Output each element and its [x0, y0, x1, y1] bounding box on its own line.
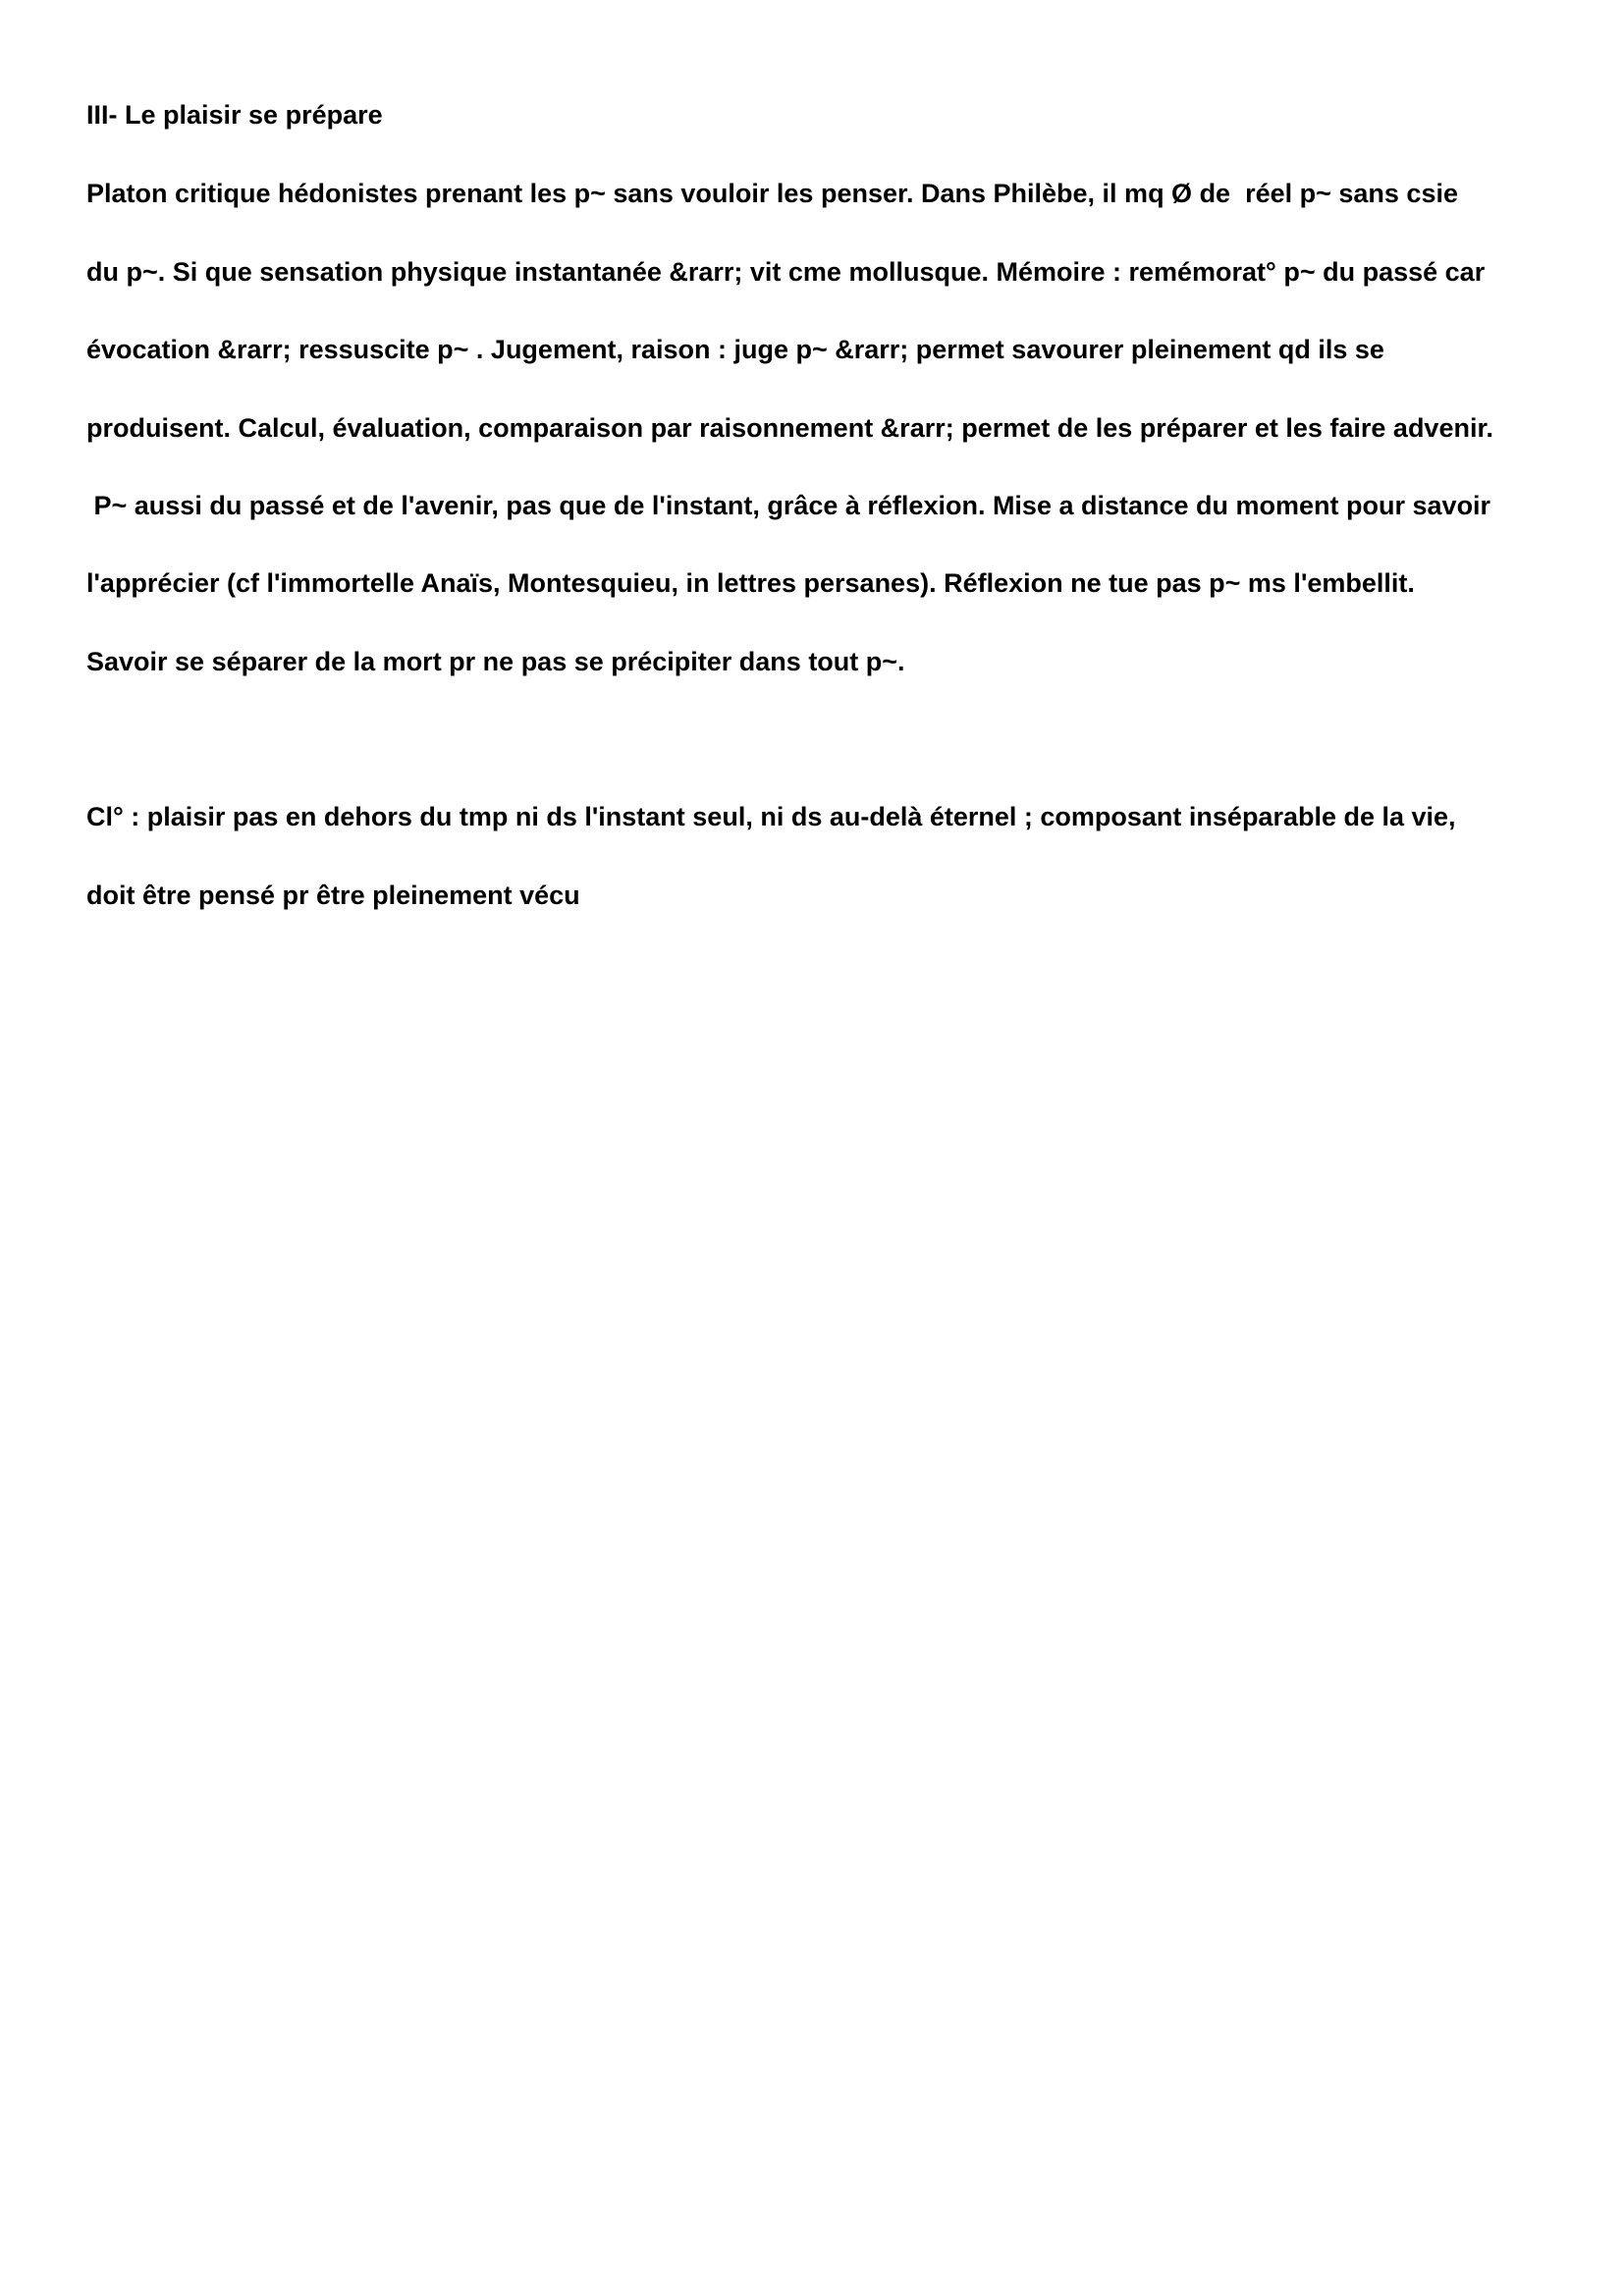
- paragraph-line: P~ aussi du passé et de l'avenir, pas que de l'instant, grâce à réflexion. Mise a distance du moment pour savoir: [86, 491, 1491, 520]
- paragraph-line: l'apprécier (cf l'immortelle Anaïs, Montesquieu, in lettres persanes). Réflexion ne tue pas p~ ms l'embellit.: [86, 568, 1415, 598]
- paragraph-line: évocation &rarr; ressuscite p~ . Jugement, raison : juge p~ &rarr; permet savourer pleinement qd ils se: [86, 335, 1384, 364]
- conclusion-line: doit être pensé pr être pleinement vécu: [86, 881, 580, 910]
- section-heading: III- Le plaisir se prépare: [86, 100, 383, 130]
- paragraph-line: produisent. Calcul, évaluation, comparaison par raisonnement &rarr; permet de les préparer et les faire advenir.: [86, 413, 1493, 443]
- conclusion-line: Cl° : plaisir pas en dehors du tmp ni ds l'instant seul, ni ds au-delà éternel ; composant inséparable de la vie,: [86, 802, 1456, 831]
- paragraph-line: du p~. Si que sensation physique instantanée &rarr; vit cme mollusque. Mémoire : remémorat° p~ du passé car: [86, 257, 1486, 287]
- paragraph-line: Platon critique hédonistes prenant les p~ sans vouloir les penser. Dans Philèbe, il mq Ø de réel p~ sans csie: [86, 179, 1458, 208]
- paragraph-line: Savoir se séparer de la mort pr ne pas se précipiter dans tout p~.: [86, 647, 905, 676]
